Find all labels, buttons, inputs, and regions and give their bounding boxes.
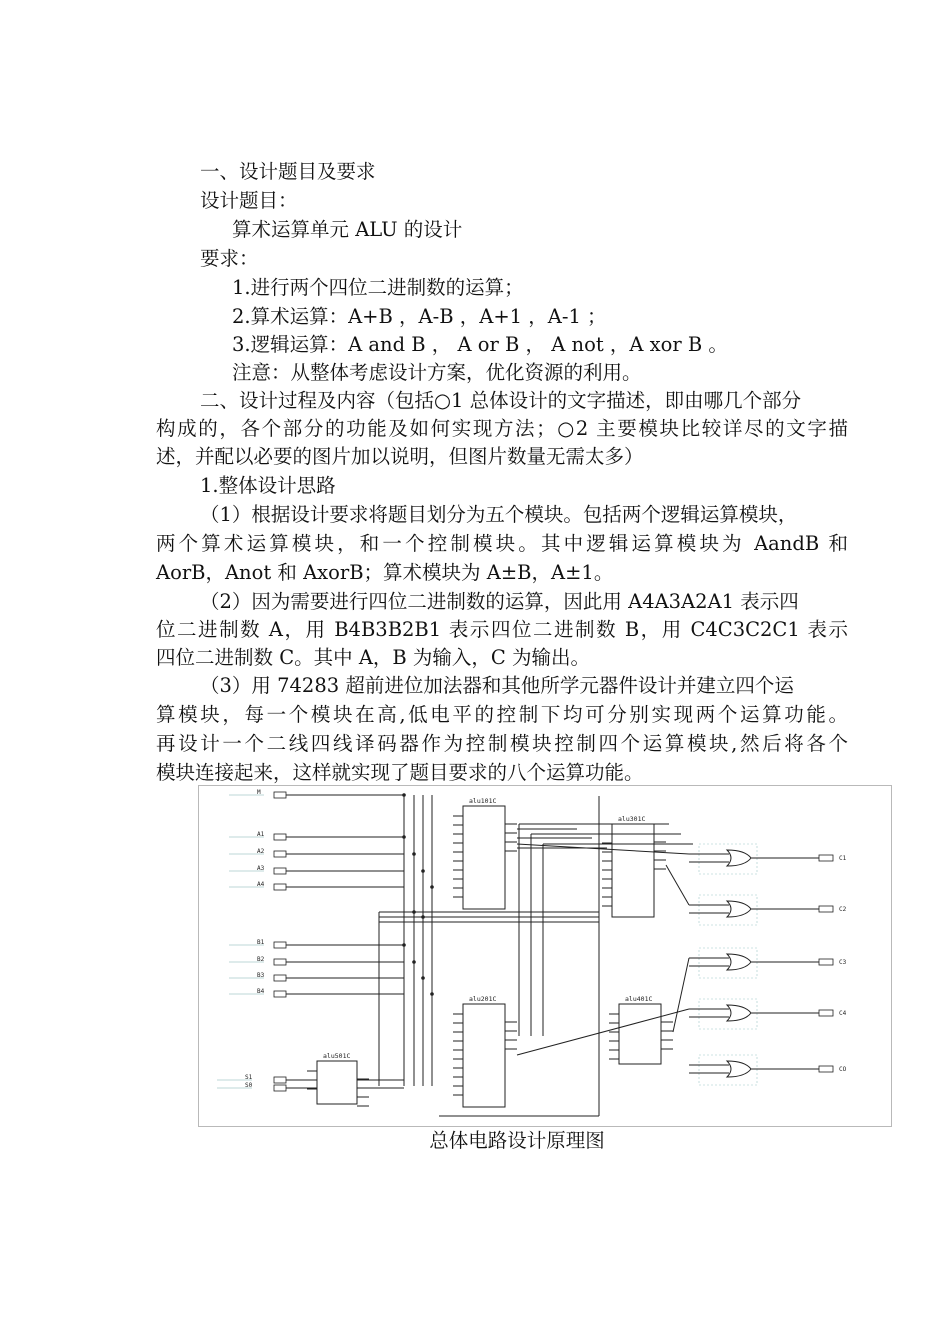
section-2-line-3: 述，并配以必要的图片加以说明，但图片数量无需太多） bbox=[156, 445, 644, 468]
or-gate-symbol bbox=[727, 954, 751, 970]
input-pin-label: B1 bbox=[257, 939, 265, 946]
junction-dot bbox=[412, 960, 416, 964]
junction-dot bbox=[421, 976, 425, 980]
paragraph-3-line-3: 再设计一个二线四线译码器作为控制模块控制四个运算模块,然后将各个 bbox=[156, 732, 848, 755]
input-pin-label: A4 bbox=[257, 881, 265, 888]
junction-dot bbox=[421, 915, 425, 919]
paragraph-3-line-1: （3）用 74283 超前进位加法器和其他所学元器件设计并建立四个运 bbox=[200, 674, 794, 697]
module-to-gate-wire bbox=[666, 865, 689, 905]
topic-label: 设计题目： bbox=[200, 189, 298, 212]
design-note: 注意：从整体考虑设计方案，优化资源的利用。 bbox=[232, 361, 642, 384]
requirements-label: 要求： bbox=[200, 247, 259, 270]
paragraph-2-line-3: 四位二进制数 C。其中 A，B 为输入，C 为输出。 bbox=[156, 646, 591, 669]
output-pin-symbol bbox=[819, 1066, 833, 1072]
output-pin-label: CO bbox=[839, 1066, 847, 1073]
junction-dot bbox=[421, 869, 425, 873]
output-pin-label: C4 bbox=[839, 1010, 847, 1017]
module-to-gate-wire bbox=[673, 958, 689, 1032]
input-pin-label: A2 bbox=[257, 848, 265, 855]
junction-dot bbox=[412, 910, 416, 914]
section-1-title: 一、设计题目及要求 bbox=[200, 160, 376, 183]
output-pin-symbol bbox=[819, 1010, 833, 1016]
input-pin-symbol bbox=[274, 834, 286, 840]
requirement-1: 1.进行两个四位二进制数的运算； bbox=[232, 276, 524, 299]
requirement-3: 3.逻辑运算：A and B ， A or B ， A not ，A xor B 。 bbox=[232, 333, 728, 356]
input-pin-symbol bbox=[274, 975, 286, 981]
input-pin-symbol bbox=[274, 991, 286, 997]
or-gate-symbol bbox=[727, 850, 751, 866]
junction-dot bbox=[430, 992, 434, 996]
alu-module-box bbox=[463, 806, 505, 909]
junction-dot bbox=[430, 885, 434, 889]
paragraph-3-line-4: 模块连接起来，这样就实现了题目要求的八个运算功能。 bbox=[156, 761, 644, 784]
requirement-2: 2.算术运算：A+B ，A-B ，A+1 ，A-1 ； bbox=[232, 305, 607, 328]
input-pin-label: B4 bbox=[257, 988, 265, 995]
input-pin-label: B3 bbox=[257, 972, 265, 979]
paragraph-1-line-2: 两个算术运算模块，和一个控制模块。其中逻辑运算模块为 AandB 和 bbox=[156, 532, 848, 555]
section-2-line-1: 二、设计过程及内容（包括○1 总体设计的文字描述，即由哪几个部分 bbox=[200, 389, 802, 412]
input-pin-label: B2 bbox=[257, 956, 265, 963]
input-pin-symbol bbox=[274, 792, 286, 798]
figure-caption: 总体电路设计原理图 bbox=[429, 1129, 605, 1152]
input-pin-label: S1 bbox=[245, 1074, 253, 1081]
alu-module-label: alu101C bbox=[469, 797, 497, 805]
junction-dot bbox=[402, 793, 406, 797]
alu-module-label: alu301C bbox=[618, 815, 646, 823]
input-pin-label: M bbox=[257, 789, 261, 796]
output-pin-symbol bbox=[819, 906, 833, 912]
alu-module-box bbox=[463, 1004, 505, 1107]
alu-module-label: alu401C bbox=[625, 995, 653, 1003]
output-pin-label: C2 bbox=[839, 906, 847, 913]
subsection-1-title: 1.整体设计思路 bbox=[200, 474, 336, 497]
junction-dot bbox=[402, 835, 406, 839]
alu-module-box bbox=[619, 1004, 661, 1064]
paragraph-2-line-2: 位二进制数 A，用 B4B3B2B1 表示四位二进制数 B，用 C4C3C2C1 表示 bbox=[156, 618, 848, 641]
paragraph-1-line-1: （1）根据设计要求将题目划分为五个模块。包括两个逻辑运算模块， bbox=[200, 503, 798, 526]
input-pin-symbol bbox=[274, 851, 286, 857]
topic-text: 算术运算单元 ALU 的设计 bbox=[232, 218, 463, 241]
input-pin-symbol bbox=[274, 942, 286, 948]
junction-dot bbox=[402, 943, 406, 947]
input-pin-label: A3 bbox=[257, 865, 265, 872]
circuit-schematic-drawing bbox=[199, 786, 891, 1126]
input-pin-symbol bbox=[274, 1077, 286, 1083]
or-gate-symbol bbox=[727, 1005, 751, 1021]
alu-module-box bbox=[612, 824, 654, 917]
junction-dot bbox=[412, 852, 416, 856]
output-pin-symbol bbox=[819, 959, 833, 965]
section-2-line-2: 构成的，各个部分的功能及如何实现方法；○2 主要模块比较详尽的文字描 bbox=[156, 417, 848, 440]
output-pin-label: C3 bbox=[839, 959, 847, 966]
input-pin-symbol bbox=[274, 868, 286, 874]
or-gate-symbol bbox=[727, 901, 751, 917]
input-pin-label: S0 bbox=[245, 1082, 253, 1089]
input-pin-label: A1 bbox=[257, 831, 265, 838]
paragraph-1-line-3: AorB，Anot 和 AxorB；算术模块为 A±B，A±1。 bbox=[156, 561, 614, 584]
circuit-schematic bbox=[198, 785, 892, 1127]
alu-module-box bbox=[317, 1061, 357, 1104]
paragraph-2-line-1: （2）因为需要进行四位二进制数的运算，因此用 A4A3A2A1 表示四 bbox=[200, 590, 799, 613]
output-pin-label: C1 bbox=[839, 855, 847, 862]
paragraph-3-line-2: 算模块，每一个模块在高,低电平的控制下均可分别实现两个运算功能。 bbox=[156, 703, 848, 726]
or-gate-symbol bbox=[727, 1061, 751, 1077]
input-pin-symbol bbox=[274, 959, 286, 965]
input-pin-symbol bbox=[274, 884, 286, 890]
input-pin-symbol bbox=[274, 1085, 286, 1091]
alu-module-label: alu501C bbox=[323, 1052, 351, 1060]
output-pin-symbol bbox=[819, 855, 833, 861]
alu-module-label: alu201C bbox=[469, 995, 497, 1003]
